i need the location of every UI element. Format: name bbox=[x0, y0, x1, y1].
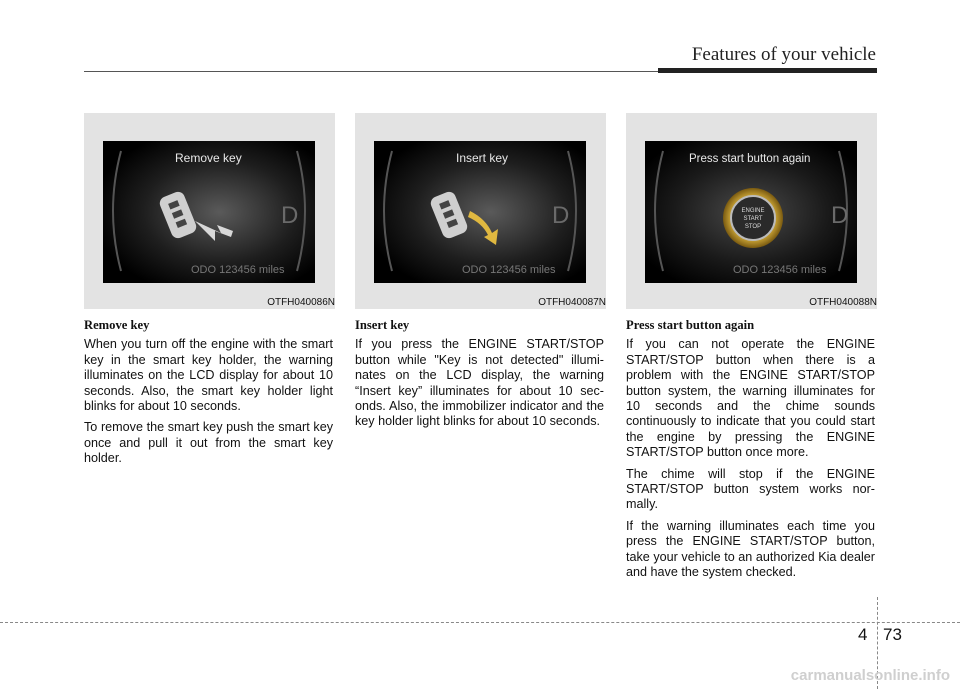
gear-indicator: D bbox=[552, 202, 570, 229]
paragraph: If the warning illuminates each time you press the ENGINE START/STOP button, take your vehicle to an authorized Kia dealer and have the system checked. bbox=[626, 518, 875, 580]
paragraph: To remove the smart key push the smart key once and pull it out from the smart key holder. bbox=[84, 420, 333, 466]
header-rule bbox=[84, 71, 658, 72]
button-label: STOP bbox=[744, 224, 762, 230]
button-label: START bbox=[743, 216, 763, 222]
figure-press-start-button bbox=[626, 113, 877, 309]
screen-message: Insert key bbox=[456, 151, 509, 165]
screen-message: Remove key bbox=[175, 151, 242, 165]
section-insert-key bbox=[355, 318, 604, 436]
odometer: ODO 123456 miles bbox=[462, 264, 556, 276]
watermark: carmanualsonline.info bbox=[790, 667, 950, 684]
section-heading: Press start button again bbox=[626, 318, 755, 332]
section-heading: Remove key bbox=[84, 318, 150, 332]
button-label: ENGINE bbox=[741, 208, 765, 214]
screen-message: Press start button again bbox=[689, 153, 811, 165]
figure-code: OTFH040088N bbox=[809, 297, 877, 308]
page-number: 73 bbox=[883, 625, 902, 644]
header-rule-accent bbox=[658, 68, 877, 73]
gear-indicator: D bbox=[831, 202, 849, 229]
paragraph: If you can not operate the ENGINE START/STOP button when there is a problem with the ENGINE START/STOP button system, the warning illuminates for 10 seconds and the chime sounds continuously to indicate that you could start the engine by pressing the ENGINE START/STOP button once more. bbox=[626, 337, 875, 460]
paragraph: The chime will stop if the ENGINE START/STOP button system works nor-mally. bbox=[626, 466, 875, 512]
lcd-screen bbox=[374, 141, 586, 283]
figure-code: OTFH040086N bbox=[267, 297, 335, 308]
figure-insert-key bbox=[355, 113, 606, 309]
odometer: ODO 123456 miles bbox=[733, 264, 827, 276]
paragraph: If you press the ENGINE START/STOP button while "Key is not detected" illumi-nates on the LCD display, the warning “Insert key” illuminates for about 10 sec-onds. Also, the immobilizer indicator and the key holder light blinks for about 10 seconds. bbox=[355, 337, 604, 429]
figure-code: OTFH040087N bbox=[538, 297, 606, 308]
lcd-screen bbox=[103, 141, 315, 283]
section-press-start-button-again bbox=[626, 318, 875, 587]
figure-remove-key bbox=[84, 113, 335, 309]
header-title: Features of your vehicle bbox=[691, 44, 876, 65]
section-heading: Insert key bbox=[355, 318, 410, 332]
gear-indicator: D bbox=[281, 202, 299, 229]
section-remove-key bbox=[84, 318, 333, 473]
footer-rule bbox=[0, 622, 960, 623]
chapter-number: 4 bbox=[858, 625, 868, 644]
odometer: ODO 123456 miles bbox=[191, 264, 285, 276]
lcd-screen bbox=[645, 141, 857, 283]
paragraph: When you turn off the engine with the smart key in the smart key holder, the warning illuminates on the LCD display for about 10 seconds. Also, the smart key holder light blinks for about 10 seconds. bbox=[84, 337, 333, 414]
